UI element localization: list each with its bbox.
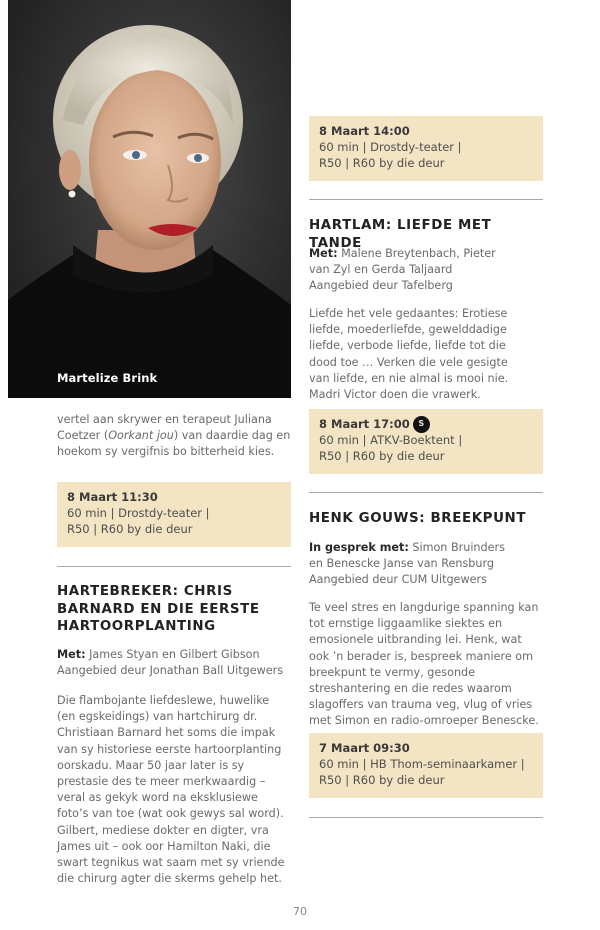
presented-by: Aangebied deur Jonathan Ball Uitgewers [57, 664, 284, 678]
credit-names: Malene Breytenbach, Pieter van Zyl en Gerda Taljaard [309, 247, 496, 277]
credit-names: James Styan en Gilbert Gibson [85, 648, 260, 661]
credit-label: Met: [57, 648, 86, 661]
event-info-box [309, 409, 543, 474]
event-date-time [319, 416, 533, 432]
event-price: R50 | R60 by die deur [319, 773, 445, 787]
event-duration-venue: 60 min | Drostdy-teater | [67, 506, 210, 520]
intro-text-part-1: vertel aan skrywer en terapeut Juliana Coetzer ( [57, 413, 272, 443]
event-description: Liefde het vele gedaantes: Erotiese liefde, moederliefde, gewelddadige liefde, verbode liefde, liefde tot die dood toe … Verken die vele gesigte van liefde, en nie almal is mooi nie. Madri Victor doen die vrawerk. [309, 307, 509, 402]
credit-label: Met: [309, 247, 338, 260]
event-info-box [57, 482, 291, 547]
credit-names: Simon Bruinders en Benescke Janse van Rensburg [309, 541, 505, 571]
event-duration-venue: 60 min | HB Thom-seminaarkamer | [319, 757, 525, 771]
book-title-italic: Oorkant jou [108, 429, 174, 443]
sign-language-badge-icon: S [414, 417, 429, 432]
event-title: HARTLAM: LIEFDE MET TANDE [309, 218, 492, 251]
section-divider [57, 566, 291, 567]
intro-text-part-2: ) van daardie dag en hoekom sy vergifnis bo bitterheid kies. [57, 429, 291, 459]
event-title: HENK GOUWS: BREEKPUNT [309, 511, 527, 526]
section-divider [309, 492, 543, 493]
event-duration-venue: 60 min | Drostdy-teater | [319, 140, 462, 154]
portrait-illustration [8, 0, 291, 398]
event-date-time: 8 Maart 11:30 [67, 490, 158, 504]
event-date-time-text: 8 Maart 17:00 [319, 417, 410, 431]
presented-by: Aangebied deur CUM Uitgewers [309, 573, 487, 587]
intro-continuation-text [57, 412, 291, 461]
event-credits [309, 540, 519, 589]
event-price: R50 | R60 by die deur [319, 449, 445, 463]
event-price: R50 | R60 by die deur [319, 156, 445, 170]
page-number: 70 [293, 905, 307, 918]
section-divider [309, 817, 543, 818]
event-duration-venue: 60 min | ATKV-Boektent | [319, 433, 463, 447]
event-title: HARTEBREKER: CHRIS BARNARD EN DIE EERSTE HARTOORPLANTING [57, 584, 260, 634]
event-credits [57, 647, 291, 679]
portrait-photo [8, 0, 291, 398]
event-price: R50 | R60 by die deur [67, 522, 193, 536]
event-date-time: 7 Maart 09:30 [319, 741, 410, 755]
photo-caption: Martelize Brink [57, 371, 158, 385]
event-info-box [309, 733, 543, 798]
event-description: Die flambojante liefdeslewe, huwelike (en egskeidings) van hartchirurg dr. Christiaan Barnard het soms die impak van sy historiese eerste hartoorplanting oorskadu. Maar 50 jaar later is sy prestasie des te meer merkwaardig – veral as gekyk word na eksklusiewe foto’s van toe (wat ook gewys sal word). Gilbert, mediese dokter en digter, vra James uit – ook oor Hamilton Naki, die swart tegnikus wat saam met sy vriende die chirurg agter die skerms gehelp het. [57, 694, 285, 886]
event-date-time: 8 Maart 14:00 [319, 124, 410, 138]
credit-label: In gesprek met: [309, 541, 409, 554]
presented-by: Aangebied deur Tafelberg [309, 279, 453, 293]
event-info-box [309, 116, 543, 181]
event-description: Te veel stres en langdurige spanning kan tot ernstige liggaamlike siektes en emosionele uitbranding lei. Henk, wat ook ’n berader is, bespreek maniere om breekpunt te vermy, gesonde streshantering en die redes waarom slagoffers van trauma veg, vlug of vries met Simon en radio-omroeper Benescke. [309, 601, 539, 728]
section-divider [309, 199, 543, 200]
event-credits [309, 246, 509, 295]
